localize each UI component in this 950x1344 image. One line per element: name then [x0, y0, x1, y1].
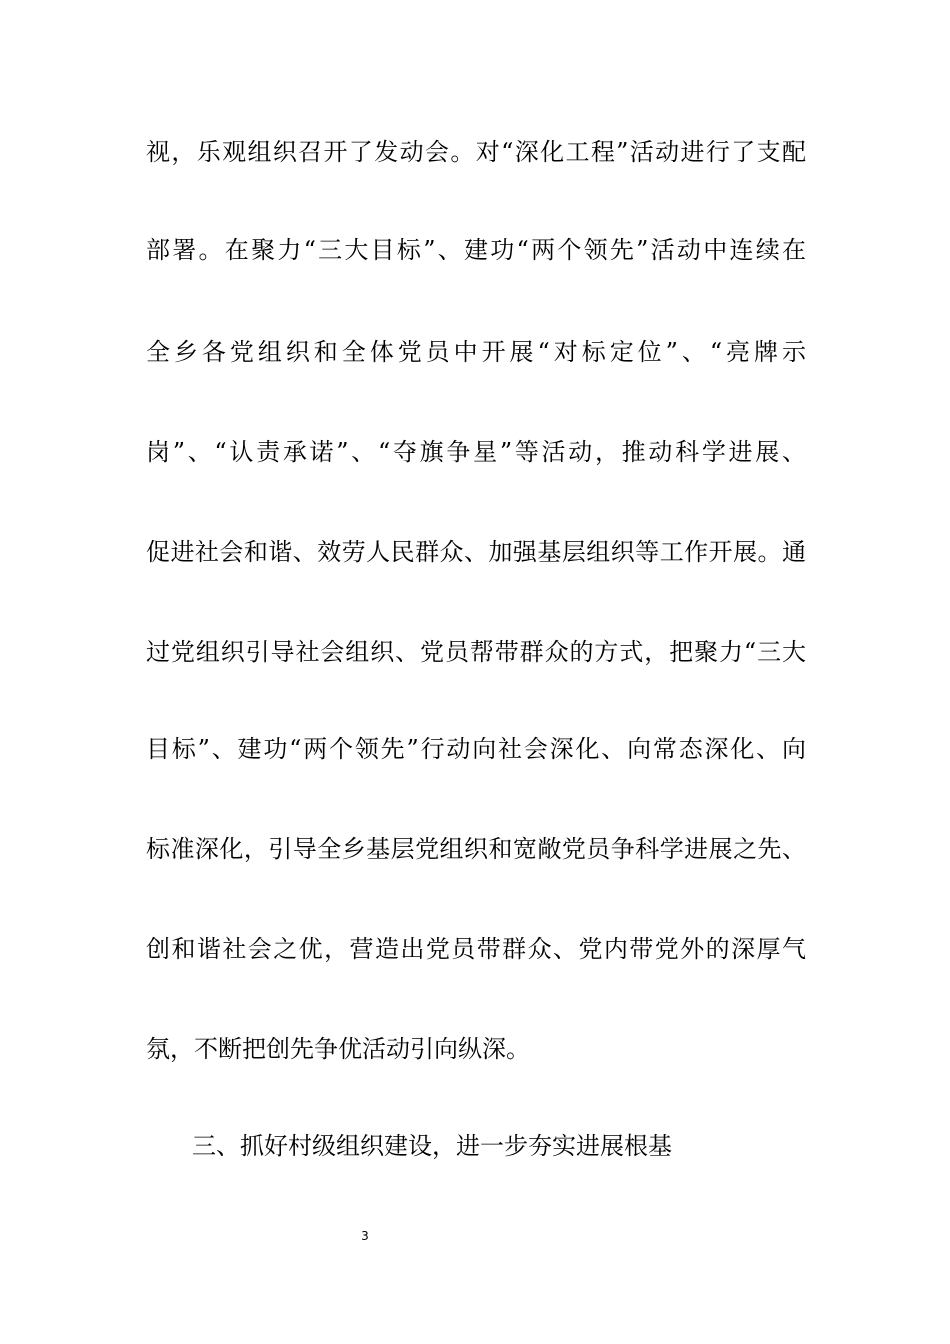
paragraph-line-1: 视，乐观组织召开了发动会。对“深化工程”活动进行了支配 [146, 138, 806, 166]
paragraph-line-7: 目标”、建功“两个领先”行动向社会深化、向常态深化、向 [146, 735, 806, 763]
section-heading: 三、抓好村级组织建设，进一步夯实进展根基 [192, 1132, 672, 1160]
paragraph-line-3: 全乡各党组织和全体党员中开展“对标定位”、“亮牌示 [146, 338, 806, 366]
paragraph-line-9: 创和谐社会之优，营造出党员带群众、党内带党外的深厚气 [146, 935, 806, 963]
paragraph-line-4: 岗”、“认责承诺”、“夺旗争星”等活动，推动科学进展、 [146, 438, 806, 466]
paragraph-line-10: 氛，不断把创先争优活动引向纵深。 [146, 1035, 530, 1063]
paragraph-line-2: 部署。在聚力“三大目标”、建功“两个领先”活动中连续在 [146, 236, 806, 264]
paragraph-line-5: 促进社会和谐、效劳人民群众、加强基层组织等工作开展。通 [146, 538, 806, 566]
paragraph-line-8: 标准深化，引导全乡基层党组织和宽敞党员争科学进展之先、 [146, 835, 806, 863]
paragraph-line-6: 过党组织引导社会组织、党员帮带群众的方式，把聚力“三大 [146, 638, 806, 666]
page-number: 3 [361, 1229, 369, 1243]
